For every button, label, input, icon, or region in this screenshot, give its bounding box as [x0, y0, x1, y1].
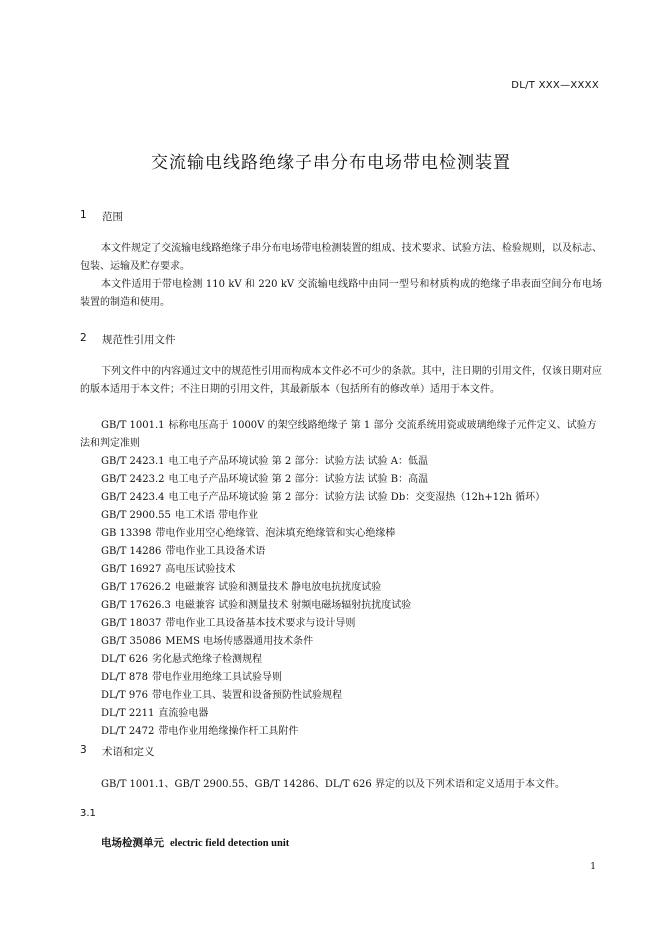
term-name-cn: 电场检测单元: [101, 837, 164, 849]
section-title: 术语和定义: [102, 746, 155, 758]
section-title: 范围: [102, 211, 123, 223]
section-number: 1: [80, 209, 87, 221]
reference-item: GB/T 2423.4 电工电子产品环境试验 第 2 部分：试验方法 试验 Db：交变湿热（12h+12h 循环）: [101, 492, 546, 503]
document-code: DL/T XXX—XXXX: [511, 80, 599, 91]
document-title: 交流输电线路绝缘子串分布电场带电检测装置: [151, 153, 511, 173]
reference-item: DL/T 2472 带电作业用绝缘操作杆工具附件: [101, 726, 299, 737]
reference-item: GB/T 2900.55 电工术语 带电作业: [101, 510, 259, 521]
reference-item: GB/T 2423.1 电工电子产品环境试验 第 2 部分：试验方法 试验 A：低温: [101, 456, 429, 467]
terms-intro: GB/T 1001.1、GB/T 2900.55、GB/T 14286、DL/T 626 界定的以及下列术语和定义适用于本文件。: [101, 779, 565, 790]
section-heading-terms: [80, 744, 155, 759]
reference-item: GB/T 14286 带电作业工具设备术语: [101, 546, 266, 557]
section-heading-scope: [80, 209, 123, 224]
reference-list: [80, 417, 602, 741]
reference-item: GB/T 16927 高电压试验技术: [101, 564, 236, 575]
term-entry-number: 3.1: [80, 808, 96, 819]
reference-item: GB/T 17626.3 电磁兼容 试验和测量技术 射频电磁场辐射抗扰度试验: [101, 600, 412, 611]
page-number: 1: [590, 862, 596, 872]
term-entry: [101, 835, 289, 850]
reference-item: GB/T 1001.1 标称电压高于 1000V 的架空线路绝缘子 第 1 部分 交流系统用瓷或玻璃绝缘子元件定义、试验方法和判定准则: [80, 420, 597, 449]
scope-paragraph-2: 本文件适用于带电检测 110 kV 和 220 kV 交流输电线路中由同一型号和材质构成的绝缘子串表面空间分布电场装置的制造和使用。: [80, 279, 602, 308]
reference-item: GB/T 18037 带电作业工具设备基本技术要求与设计导则: [101, 618, 356, 629]
reference-item: GB/T 35086 MEMS 电场传感器通用技术条件: [101, 636, 314, 647]
reference-item: GB 13398 带电作业用空心绝缘管、泡沫填充绝缘管和实心绝缘棒: [101, 528, 396, 539]
reference-item: DL/T 878 带电作业用绝缘工具试验导则: [101, 672, 282, 683]
normative-intro: 下列文件中的内容通过文中的规范性引用而构成本文件必不可少的条款。其中，注日期的引用文件，仅该日期对应的版本适用于本文件；不注日期的引用文件，其最新版本（包括所有的修改单）适用于本文件。: [80, 366, 602, 395]
section-number: 3: [80, 744, 87, 756]
section-heading-normative: [80, 332, 176, 347]
reference-item: GB/T 2423.2 电工电子产品环境试验 第 2 部分：试验方法 试验 B：高温: [101, 474, 429, 485]
reference-item: GB/T 17626.2 电磁兼容 试验和测量技术 静电放电抗扰度试验: [101, 582, 382, 593]
reference-item: DL/T 976 带电作业工具、装置和设备预防性试验规程: [101, 690, 342, 701]
term-name-en: electric field detection unit: [170, 838, 290, 849]
reference-item: DL/T 626 劣化悬式绝缘子检测规程: [101, 654, 262, 665]
scope-paragraph-1: 本文件规定了交流输电线路绝缘子串分布电场带电检测装置的组成、技术要求、试验方法、检验规则，以及标志、包装、运输及贮存要求。: [80, 243, 602, 272]
reference-item: DL/T 2211 直流验电器: [101, 708, 209, 719]
section-title: 规范性引用文件: [102, 334, 176, 346]
section-number: 2: [80, 332, 87, 344]
